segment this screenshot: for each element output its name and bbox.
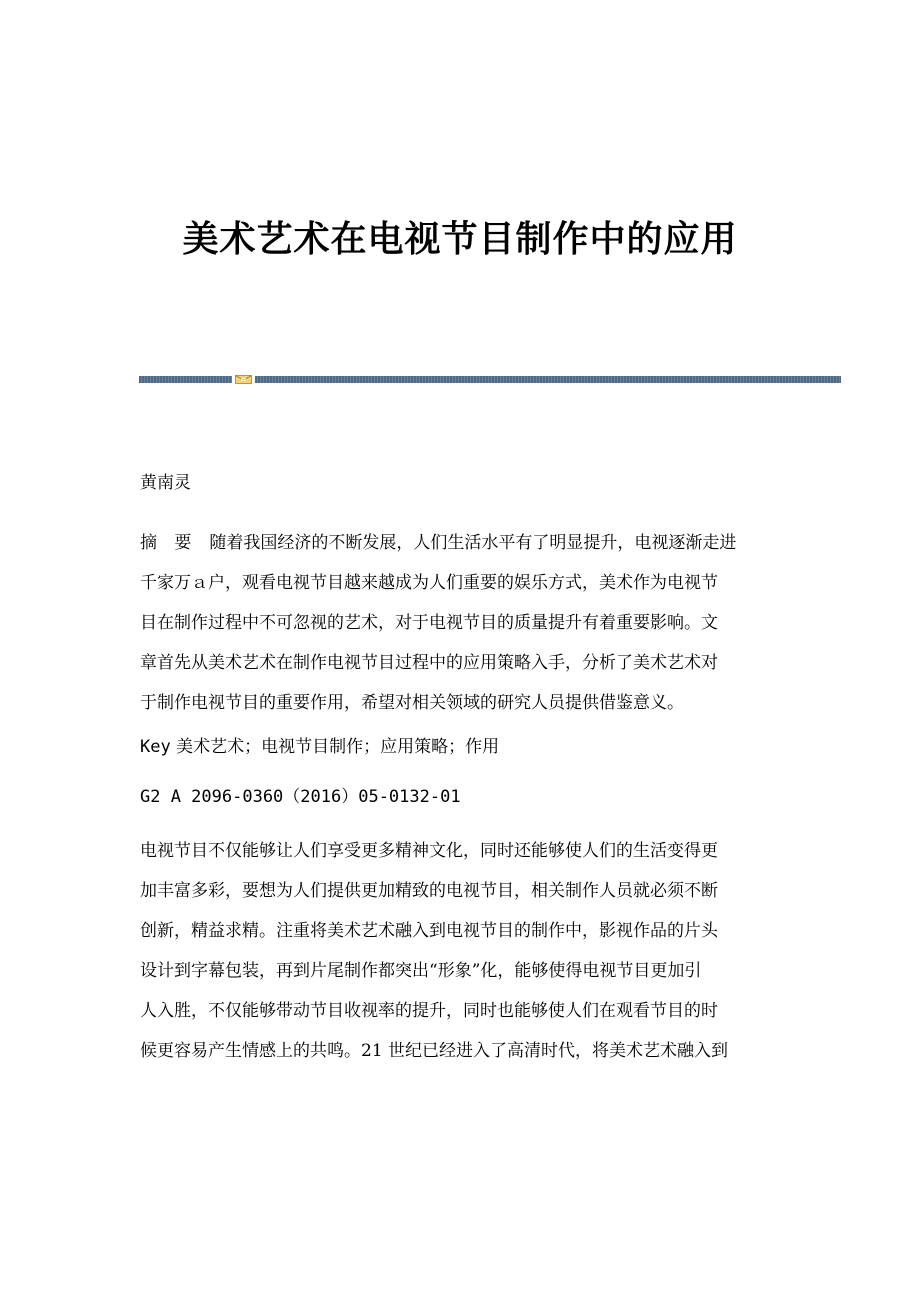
abstract-line	[140, 523, 780, 563]
abstract-text: 随着我国经济的不断发展，人们生活水平有了明显提升，电视逐渐走进	[209, 533, 737, 553]
abstract-line: 章首先从美术艺术在制作电视节目过程中的应用策略入手，分析了美术艺术对	[140, 653, 718, 673]
document-content	[140, 467, 780, 1071]
classification-code: G2 A 2096-0360（2016）05-0132-01	[140, 787, 461, 807]
keywords-text: 美术艺术；电视节目制作；应用策略；作用	[176, 737, 500, 757]
abstract-paragraph	[140, 523, 780, 723]
body-line: 设计到字幕包装，再到片尾制作都突出“形象”化，能够使得电视节目更加引	[140, 961, 702, 981]
divider-bar-left	[139, 376, 232, 383]
body-line: 加丰富多彩，要想为人们提供更加精致的电视节目，相关制作人员就必须不断	[140, 881, 718, 901]
author-name: 黄南灵	[140, 473, 191, 493]
title-divider	[139, 375, 841, 384]
keywords-label: Key	[140, 737, 171, 757]
abstract-label: 摘 要	[140, 533, 198, 553]
abstract-line: 目在制作过程中不可忽视的艺术，对于电视节目的质量提升有着重要影响。文	[140, 613, 718, 633]
abstract-line: 千家万ａ户，观看电视节目越来越成为人们重要的娱乐方式，美术作为电视节	[140, 573, 718, 593]
document-title: 美术艺术在电视节目制作中的应用	[182, 219, 738, 260]
abstract-line: 于制作电视节目的重要作用，希望对相关领域的研究人员提供借鉴意义。	[140, 693, 684, 713]
body-line: 人入胜，不仅能够带动节目收视率的提升，同时也能够使人们在观看节目的时	[140, 1001, 718, 1021]
keywords-line	[140, 731, 780, 763]
body-line: 候更容易产生情感上的共鸣。21 世纪已经进入了高清时代，将美术艺术融入到	[140, 1041, 729, 1061]
body-line: 电视节目不仅能够让人们享受更多精神文化，同时还能够使人们的生活变得更	[140, 841, 718, 861]
divider-bar-right	[255, 376, 841, 383]
body-line: 创新，精益求精。注重将美术艺术融入到电视节目的制作中，影视作品的片头	[140, 921, 718, 941]
envelope-ornament-icon	[235, 375, 252, 384]
body-paragraph	[140, 831, 780, 1071]
